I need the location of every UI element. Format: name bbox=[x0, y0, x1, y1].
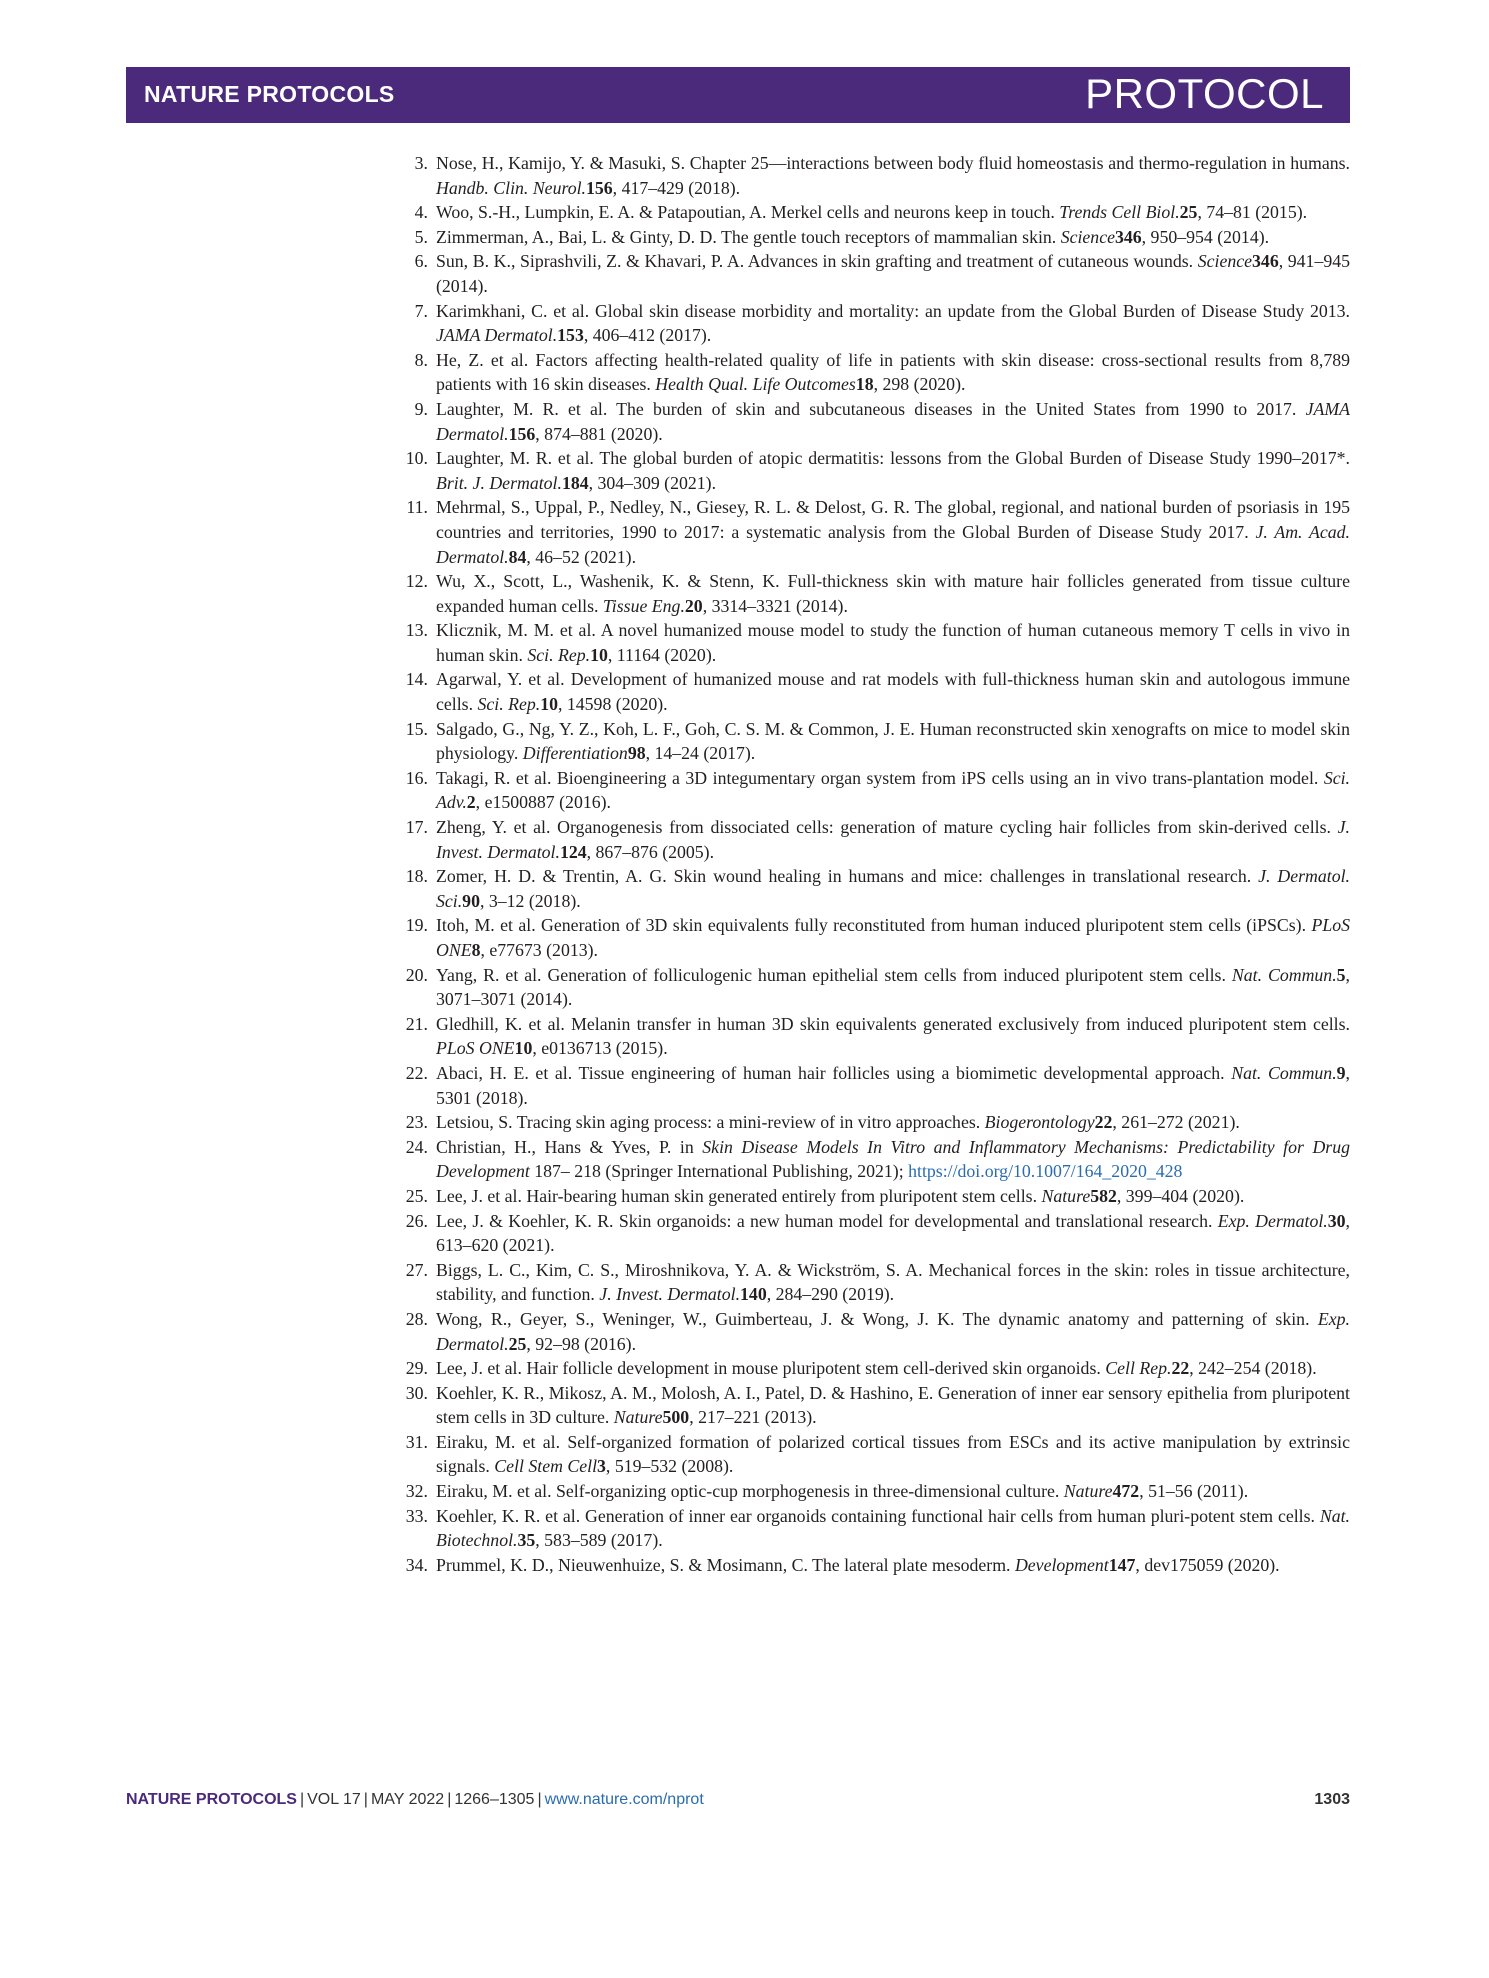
reference-item bbox=[394, 1184, 1350, 1209]
reference-number: 16. bbox=[405, 767, 428, 788]
reference-pages: , e77673 (2013). bbox=[480, 940, 598, 960]
reference-pages: , 3–12 (2018). bbox=[479, 890, 581, 911]
reference-text: Laughter, M. R. et al. The burden of skin and subcutaneous diseases in the United States from 1990 to 2017. bbox=[436, 398, 1306, 419]
reference-pages: , 304–309 (2021). bbox=[588, 472, 717, 493]
reference-journal: Sci. Rep. bbox=[477, 694, 541, 715]
reference-number: 11. bbox=[406, 497, 428, 518]
reference-volume: 140 bbox=[740, 1284, 767, 1305]
reference-volume: 156 bbox=[508, 423, 536, 444]
reference-volume: 124 bbox=[559, 841, 587, 862]
reference-volume: 22 bbox=[1171, 1358, 1190, 1379]
reference-volume: 472 bbox=[1112, 1481, 1140, 1502]
reference-text: He, Z. et al. Factors affecting health-related quality of life in patients with skin disease: cross-sectional results from 8,789 patients with 16 skin diseases. bbox=[436, 349, 1350, 395]
reference-volume: 153 bbox=[557, 325, 584, 346]
reference-item bbox=[394, 1479, 1350, 1504]
reference-number: 8. bbox=[414, 349, 428, 370]
reference-text: Zomer, H. D. & Trentin, A. G. Skin wound healing in humans and mice: challenges in translational research. bbox=[436, 866, 1259, 887]
reference-text: Takagi, R. et al. Bioengineering a 3D integumentary organ system from iPS cells using an in vivo trans-plantation model. bbox=[436, 767, 1324, 788]
reference-text: Zheng, Y. et al. Organogenesis from dissociated cells: generation of mature cycling hair follicles from skin-derived cells. bbox=[436, 817, 1338, 838]
reference-number: 12. bbox=[405, 571, 428, 592]
reference-pages: , 217–221 (2013). bbox=[689, 1407, 817, 1428]
reference-number: 17. bbox=[405, 817, 428, 838]
article-type-label: PROTOCOL bbox=[1085, 70, 1324, 117]
reference-number: 26. bbox=[405, 1210, 428, 1231]
reference-journal: Nat. Commun. bbox=[1231, 1062, 1337, 1083]
reference-item bbox=[394, 397, 1350, 446]
reference-text: Mehrmal, S., Uppal, P., Nedley, N., Giesey, R. L. & Delost, G. R. The global, regional, and national burden of psoriasis in 195 countries and territories, 1990 to 2017: a systematic analysis from the Global Burden of Disease Study 2017. bbox=[436, 497, 1350, 542]
reference-pages: , 284–290 (2019). bbox=[766, 1284, 895, 1305]
reference-volume: 10 bbox=[514, 1038, 533, 1059]
reference-item bbox=[394, 864, 1350, 913]
reference-pages: , 14–24 (2017). bbox=[645, 743, 756, 764]
reference-volume: 90 bbox=[462, 890, 480, 911]
reference-volume: 8 bbox=[471, 940, 481, 960]
reference-volume: 98 bbox=[627, 743, 646, 764]
reference-text: Salgado, G., Ng, Y. Z., Koh, L. F., Goh, C. S. M. & Common, J. E. Human reconstructed skin xenografts on mice to model skin physiology. bbox=[436, 718, 1350, 764]
reference-pages: , dev175059 (2020). bbox=[1135, 1554, 1280, 1575]
reference-pages: , 417–429 (2018). bbox=[612, 177, 741, 198]
reference-journal: Sci. Rep. bbox=[527, 644, 591, 665]
reference-volume: 22 bbox=[1094, 1112, 1113, 1133]
page-number: 1303 bbox=[1314, 1791, 1350, 1808]
reference-journal: Nature bbox=[1041, 1185, 1091, 1206]
reference-text: Lee, J. & Koehler, K. R. Skin organoids: a new human model for developmental and translational research. bbox=[436, 1210, 1218, 1231]
reference-item bbox=[394, 225, 1350, 250]
reference-pages: , 74–81 (2015). bbox=[1197, 202, 1308, 223]
reference-item bbox=[394, 963, 1350, 1012]
reference-text: Klicznik, M. M. et al. A novel humanized mouse model to study the function of human cutaneous memory T cells in vivo in human skin. bbox=[436, 620, 1350, 665]
reference-volume: 2 bbox=[466, 792, 476, 813]
reference-volume: 184 bbox=[561, 472, 589, 493]
footer-date: MAY 2022 bbox=[370, 1791, 445, 1808]
reference-number: 27. bbox=[405, 1259, 428, 1280]
reference-text: Eiraku, M. et al. Self-organizing optic-cup morphogenesis in three-dimensional culture. bbox=[436, 1481, 1064, 1502]
reference-pages: , 11164 (2020). bbox=[607, 644, 717, 665]
reference-journal: JAMA Dermatol. bbox=[436, 398, 1350, 444]
reference-journal: PLoS ONE bbox=[436, 915, 1350, 960]
reference-text: Sun, B. K., Siprashvili, Z. & Khavari, P. A. Advances in skin grafting and treatment of cutaneous wounds. bbox=[436, 251, 1198, 272]
reference-number: 3. bbox=[414, 153, 428, 173]
reference-text: Biggs, L. C., Kim, C. S., Miroshnikova, Y. A. & Wickström, S. A. Mechanical forces in the skin: roles in tissue architecture, stability, and function. bbox=[436, 1259, 1350, 1305]
reference-item bbox=[394, 618, 1350, 667]
reference-text: Eiraku, M. et al. Self-organized formation of polarized cortical tissues from ESCs and its active manipulation by extrinsic signals. bbox=[436, 1431, 1350, 1477]
reference-text: Koehler, K. R., Mikosz, A. M., Molosh, A. I., Patel, D. & Hashino, E. Generation of inner ear sensory epithelia from pluripotent stem cells in 3D culture. bbox=[436, 1382, 1350, 1428]
reference-volume: 25 bbox=[508, 1333, 527, 1354]
reference-volume: 346 bbox=[1252, 251, 1279, 272]
reference-journal: Skin Disease Models In Vitro and Inflammatory Mechanisms: Predictability for Drug Development bbox=[436, 1136, 1351, 1182]
reference-number: 21. bbox=[405, 1013, 428, 1034]
reference-item bbox=[394, 1258, 1350, 1307]
reference-number: 13. bbox=[405, 620, 428, 641]
reference-number: 5. bbox=[414, 226, 428, 247]
reference-number: 29. bbox=[405, 1358, 428, 1379]
reference-pages: , 583–589 (2017). bbox=[535, 1530, 663, 1551]
reference-list bbox=[394, 151, 1350, 1577]
reference-pages: , 5301 (2018). bbox=[436, 1062, 1350, 1108]
reference-pages: , 613–620 (2021). bbox=[436, 1210, 1350, 1256]
reference-item bbox=[394, 200, 1350, 225]
reference-text: Agarwal, Y. et al. Development of humanized mouse and rat models with full-thickness human skin and autologous immune cells. bbox=[436, 669, 1350, 715]
reference-pages: , 399–404 (2020). bbox=[1116, 1185, 1245, 1206]
reference-text: Nose, H., Kamijo, Y. & Masuki, S. Chapter 25—interactions between body fluid homeostasis and thermo-regulation in humans. bbox=[436, 153, 1350, 173]
reference-item bbox=[394, 1135, 1350, 1184]
reference-pages: , 92–98 (2016). bbox=[526, 1333, 637, 1354]
reference-text: Lee, J. et al. Hair follicle development in mouse pluripotent stem cell-derived skin organoids. bbox=[436, 1358, 1106, 1379]
reference-journal: Sci. Adv. bbox=[436, 767, 1350, 813]
footer-journal: NATURE PROTOCOLS bbox=[126, 1791, 297, 1808]
reference-number: 31. bbox=[405, 1431, 428, 1452]
reference-volume: 582 bbox=[1090, 1185, 1117, 1206]
reference-journal: J. Invest. Dermatol. bbox=[436, 817, 1350, 862]
reference-journal: Tissue Eng. bbox=[602, 595, 685, 616]
reference-journal: Cell Stem Cell bbox=[494, 1456, 598, 1477]
reference-pages: , 867–876 (2005). bbox=[586, 841, 715, 862]
reference-journal: Brit. J. Dermatol. bbox=[436, 472, 562, 493]
reference-item bbox=[394, 1381, 1350, 1430]
reference-journal: J. Dermatol. Sci. bbox=[436, 866, 1350, 911]
reference-item bbox=[394, 766, 1350, 815]
reference-pages: , 950–954 (2014). bbox=[1141, 226, 1270, 247]
reference-item bbox=[394, 1307, 1350, 1356]
footer-separator: | bbox=[537, 1791, 542, 1808]
reference-item bbox=[394, 1061, 1350, 1110]
reference-volume: 9 bbox=[1336, 1062, 1346, 1083]
reference-text: Lee, J. et al. Hair-bearing human skin generated entirely from pluripotent stem cells. bbox=[436, 1185, 1042, 1206]
reference-journal: Cell Rep. bbox=[1105, 1358, 1172, 1379]
reference-text: Wu, X., Scott, L., Washenik, K. & Stenn, K. Full-thickness skin with mature hair follicles generated from tissue culture expanded human cells. bbox=[436, 571, 1350, 616]
reference-item bbox=[394, 1504, 1350, 1553]
reference-volume: 156 bbox=[586, 177, 613, 198]
reference-volume: 84 bbox=[508, 546, 527, 567]
reference-number: 15. bbox=[405, 718, 428, 739]
reference-journal: J. Am. Acad. Dermatol. bbox=[436, 521, 1351, 567]
reference-item bbox=[394, 495, 1350, 569]
reference-pages: , 3071–3071 (2014). bbox=[436, 964, 1350, 1010]
reference-journal: Exp. Dermatol. bbox=[436, 1308, 1350, 1354]
reference-text: Karimkhani, C. et al. Global skin disease morbidity and mortality: an update from the Global Burden of Disease Study 2013. bbox=[436, 300, 1350, 321]
reference-journal: Nat. Commun. bbox=[1231, 964, 1337, 985]
reference-journal: JAMA Dermatol. bbox=[436, 325, 558, 346]
reference-journal: Science bbox=[1197, 251, 1253, 272]
reference-number: 19. bbox=[405, 915, 428, 936]
reference-text: Prummel, K. D., Nieuwenhuize, S. & Mosimann, C. The lateral plate mesoderm. bbox=[436, 1554, 1015, 1575]
reference-number: 7. bbox=[414, 300, 428, 321]
reference-number: 34. bbox=[405, 1554, 428, 1575]
reference-number: 18. bbox=[405, 866, 428, 887]
reference-number: 20. bbox=[405, 964, 428, 985]
reference-item bbox=[394, 1012, 1350, 1061]
journal-header-bar bbox=[126, 67, 1350, 123]
reference-item bbox=[394, 446, 1350, 495]
reference-text: Wong, R., Geyer, S., Weninger, W., Guimberteau, J. & Wong, J. K. The dynamic anatomy and patterning of skin. bbox=[436, 1308, 1318, 1329]
reference-item bbox=[394, 1209, 1350, 1258]
reference-text: Itoh, M. et al. Generation of 3D skin equivalents fully reconstituted from human induced pluripotent stem cells (iPSCs). bbox=[436, 915, 1312, 936]
reference-volume: 20 bbox=[684, 595, 703, 616]
reference-journal: Development bbox=[1014, 1554, 1109, 1575]
reference-volume: 35 bbox=[517, 1530, 536, 1551]
reference-volume: 30 bbox=[1327, 1210, 1346, 1231]
reference-journal: Nature bbox=[1063, 1481, 1113, 1502]
reference-volume: 25 bbox=[1179, 202, 1198, 223]
reference-pages: , e1500887 (2016). bbox=[475, 792, 611, 813]
reference-volume: 10 bbox=[540, 694, 558, 715]
reference-pages: , 242–254 (2018). bbox=[1189, 1358, 1317, 1379]
reference-pages: , 51–56 (2011). bbox=[1139, 1481, 1249, 1502]
reference-item bbox=[394, 913, 1350, 962]
footer-separator: | bbox=[363, 1791, 368, 1808]
reference-pages: , 46–52 (2021). bbox=[526, 546, 637, 567]
reference-volume: 18 bbox=[855, 374, 874, 395]
reference-volume: 10 bbox=[590, 644, 608, 665]
reference-number: 22. bbox=[405, 1062, 428, 1083]
reference-volume: 147 bbox=[1108, 1554, 1136, 1575]
reference-number: 23. bbox=[405, 1112, 428, 1133]
reference-item bbox=[394, 815, 1350, 864]
reference-journal: Trends Cell Biol. bbox=[1059, 202, 1180, 223]
reference-journal: Exp. Dermatol. bbox=[1217, 1210, 1328, 1231]
reference-number: 25. bbox=[405, 1185, 428, 1206]
reference-item bbox=[394, 151, 1350, 200]
reference-text: Laughter, M. R. et al. The global burden of atopic dermatitis: lessons from the Global Burden of Disease Study 1990–2017*. bbox=[436, 448, 1350, 469]
reference-journal: J. Invest. Dermatol. bbox=[599, 1284, 741, 1305]
reference-volume: 500 bbox=[662, 1407, 690, 1428]
reference-number: 30. bbox=[405, 1382, 428, 1403]
page-footer bbox=[126, 1791, 1350, 1815]
reference-pages: , e0136713 (2015). bbox=[532, 1038, 668, 1059]
reference-volume: 3 bbox=[597, 1456, 606, 1477]
reference-pages: , 406–412 (2017). bbox=[583, 325, 712, 346]
reference-text: Christian, H., Hans & Yves, P. in bbox=[436, 1136, 703, 1157]
footer-separator: | bbox=[299, 1791, 305, 1808]
reference-item bbox=[394, 1110, 1350, 1135]
reference-pages: , 298 (2020). bbox=[873, 374, 966, 395]
reference-journal: Health Qual. Life Outcomes bbox=[655, 374, 856, 395]
reference-number: 32. bbox=[405, 1481, 428, 1502]
reference-pages: , 261–272 (2021). bbox=[1112, 1112, 1240, 1133]
reference-number: 33. bbox=[405, 1505, 428, 1526]
reference-doi-link[interactable]: https://doi.org/10.1007/164_2020_428 bbox=[908, 1161, 1183, 1182]
reference-number: 9. bbox=[414, 398, 428, 419]
reference-volume: 5 bbox=[1336, 964, 1346, 985]
reference-text: Zimmerman, A., Bai, L. & Ginty, D. D. The gentle touch receptors of mammalian skin. bbox=[436, 226, 1061, 247]
reference-pages: , 14598 (2020). bbox=[557, 694, 668, 715]
footer-url-link[interactable]: www.nature.com/nprot bbox=[544, 1791, 704, 1808]
footer-pages: 1266–1305 bbox=[454, 1791, 535, 1808]
reference-pages: , 519–532 (2008). bbox=[605, 1456, 734, 1477]
reference-pages: 187– 218 (Springer International Publishing, 2021); bbox=[529, 1161, 909, 1182]
reference-text: Yang, R. et al. Generation of folliculogenic human epithelial stem cells from induced pluripotent stem cells. bbox=[436, 964, 1232, 985]
reference-text: Gledhill, K. et al. Melanin transfer in human 3D skin equivalents generated exclusively from induced pluripotent stem cells. bbox=[436, 1013, 1350, 1034]
reference-journal: Science bbox=[1060, 226, 1115, 247]
reference-item bbox=[394, 1356, 1350, 1381]
reference-pages: , 874–881 (2020). bbox=[535, 423, 663, 444]
reference-text: Letsiou, S. Tracing skin aging process: a mini-review of in vitro approaches. bbox=[436, 1112, 985, 1133]
reference-item bbox=[394, 569, 1350, 618]
reference-item bbox=[394, 299, 1350, 348]
reference-volume: 346 bbox=[1114, 226, 1142, 247]
reference-journal: Nature bbox=[613, 1407, 663, 1428]
reference-text: Woo, S.-H., Lumpkin, E. A. & Patapoutian, A. Merkel cells and neurons keep in touch. bbox=[436, 202, 1060, 223]
footer-citation bbox=[126, 1791, 704, 1809]
reference-number: 6. bbox=[414, 251, 428, 272]
reference-journal: Differentiation bbox=[522, 743, 628, 764]
reference-item bbox=[394, 717, 1350, 766]
reference-journal: Handb. Clin. Neurol. bbox=[436, 177, 586, 198]
reference-item bbox=[394, 249, 1350, 298]
reference-pages: , 941–945 (2014). bbox=[436, 251, 1351, 296]
reference-number: 28. bbox=[405, 1308, 428, 1329]
reference-text: Abaci, H. E. et al. Tissue engineering of human hair follicles using a biomimetic developmental approach. bbox=[436, 1062, 1232, 1083]
reference-item bbox=[394, 667, 1350, 716]
reference-number: 14. bbox=[405, 669, 428, 690]
footer-separator: | bbox=[447, 1791, 452, 1808]
reference-text: Koehler, K. R. et al. Generation of inner ear organoids containing functional hair cells from human pluri-potent stem cells. bbox=[436, 1505, 1320, 1526]
reference-journal: Nat. Biotechnol. bbox=[436, 1505, 1350, 1551]
reference-number: 24. bbox=[405, 1136, 428, 1157]
footer-volume: VOL 17 bbox=[307, 1791, 361, 1808]
reference-item bbox=[394, 348, 1350, 397]
reference-number: 10. bbox=[405, 448, 428, 469]
reference-number: 4. bbox=[414, 202, 428, 223]
reference-pages: , 3314–3321 (2014). bbox=[702, 595, 848, 616]
journal-name: NATURE PROTOCOLS bbox=[144, 81, 395, 107]
reference-journal: PLoS ONE bbox=[436, 1038, 515, 1059]
reference-journal: Biogerontology bbox=[984, 1112, 1095, 1133]
reference-item bbox=[394, 1553, 1350, 1578]
reference-item bbox=[394, 1430, 1350, 1479]
